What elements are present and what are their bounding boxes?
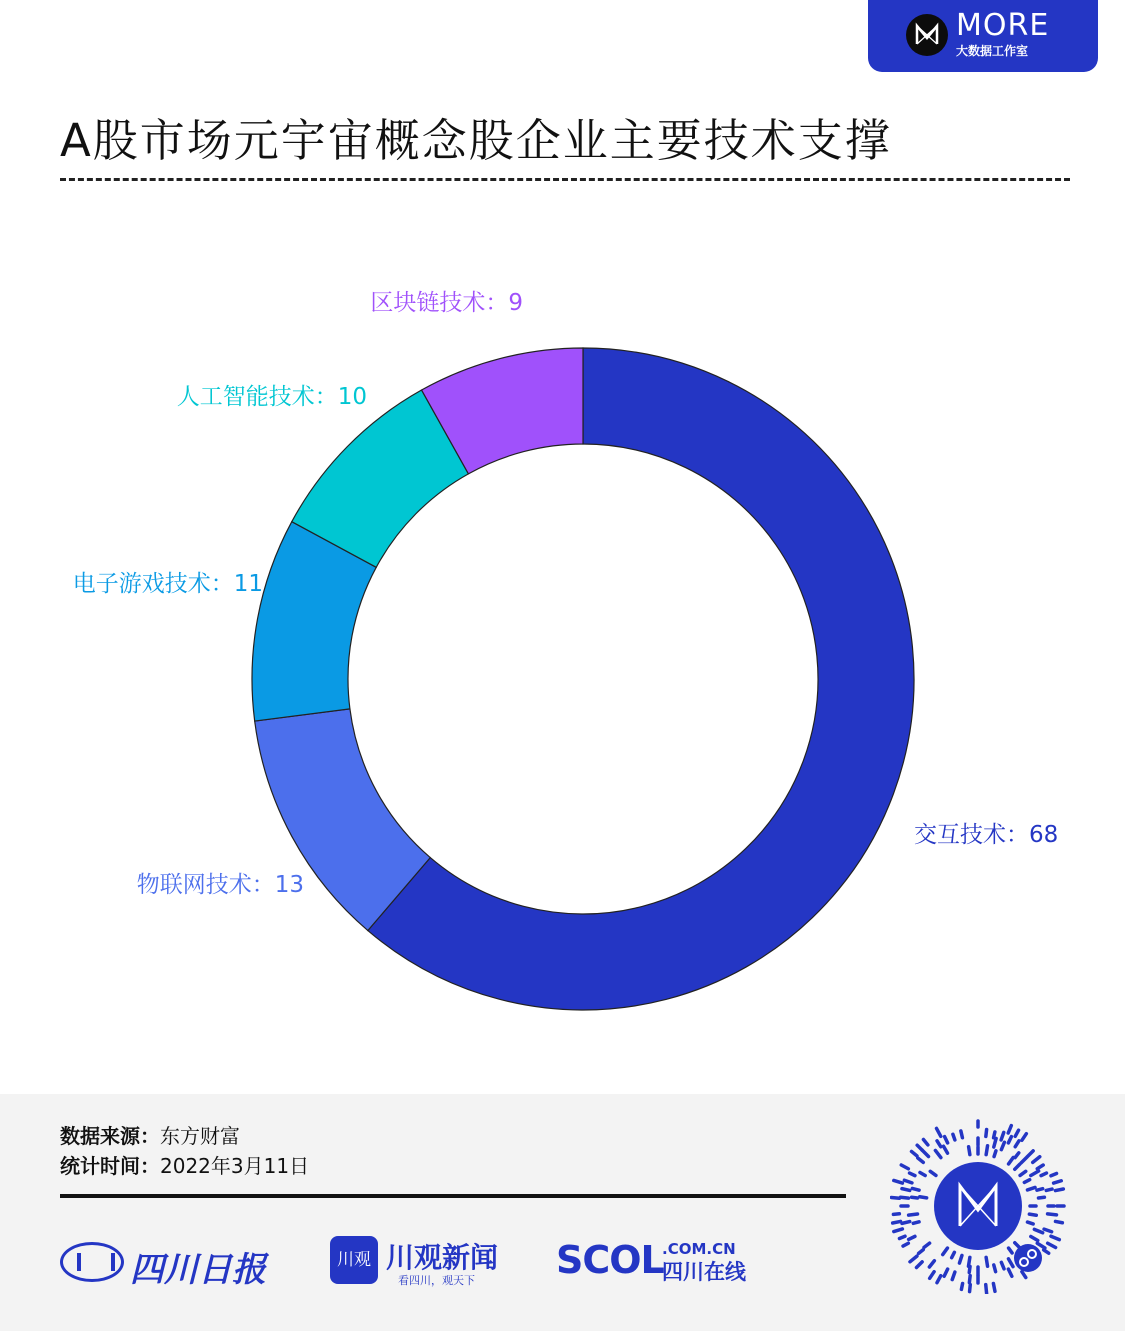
scol-name: 四川在线 [662,1260,746,1284]
sichuan-daily-emblem-icon [60,1242,124,1282]
chuanguan-name: 川观新闻 [386,1241,499,1274]
chuanguan-slogan: 看四川，观天下 [398,1274,475,1287]
scol-domain: .COM.CN [662,1240,736,1258]
footer-divider [60,1194,846,1198]
date-value: 2022年3月11日 [160,1154,310,1178]
scol-mark: SCOL [556,1238,664,1282]
date-label: 统计时间： [60,1154,160,1178]
slice-label-4: 人工智能技术：10 [176,384,367,410]
slice-label-2: 物联网技术：13 [136,872,304,898]
sichuan-daily-name: 四川日报 [130,1250,266,1290]
mini-program-qr-icon [890,1118,1066,1294]
source-label: 数据来源： [60,1124,160,1148]
brand-subtitle: 大数据工作室 [956,44,1029,58]
page-title: A股市场元宇宙概念股企业主要技术支撑 [60,114,892,167]
date-row [60,1150,309,1179]
brand-name: MORE [956,8,1050,43]
slice-label-3: 电子游戏技术：11 [72,571,263,597]
slice-label-1: 交互技术：68 [914,822,1059,848]
slice-label-5: 区块链技术：9 [370,290,523,316]
source-value: 东方财富 [160,1124,240,1148]
source-row [60,1120,240,1149]
chuanguan-box-icon: 川观 [330,1236,378,1284]
